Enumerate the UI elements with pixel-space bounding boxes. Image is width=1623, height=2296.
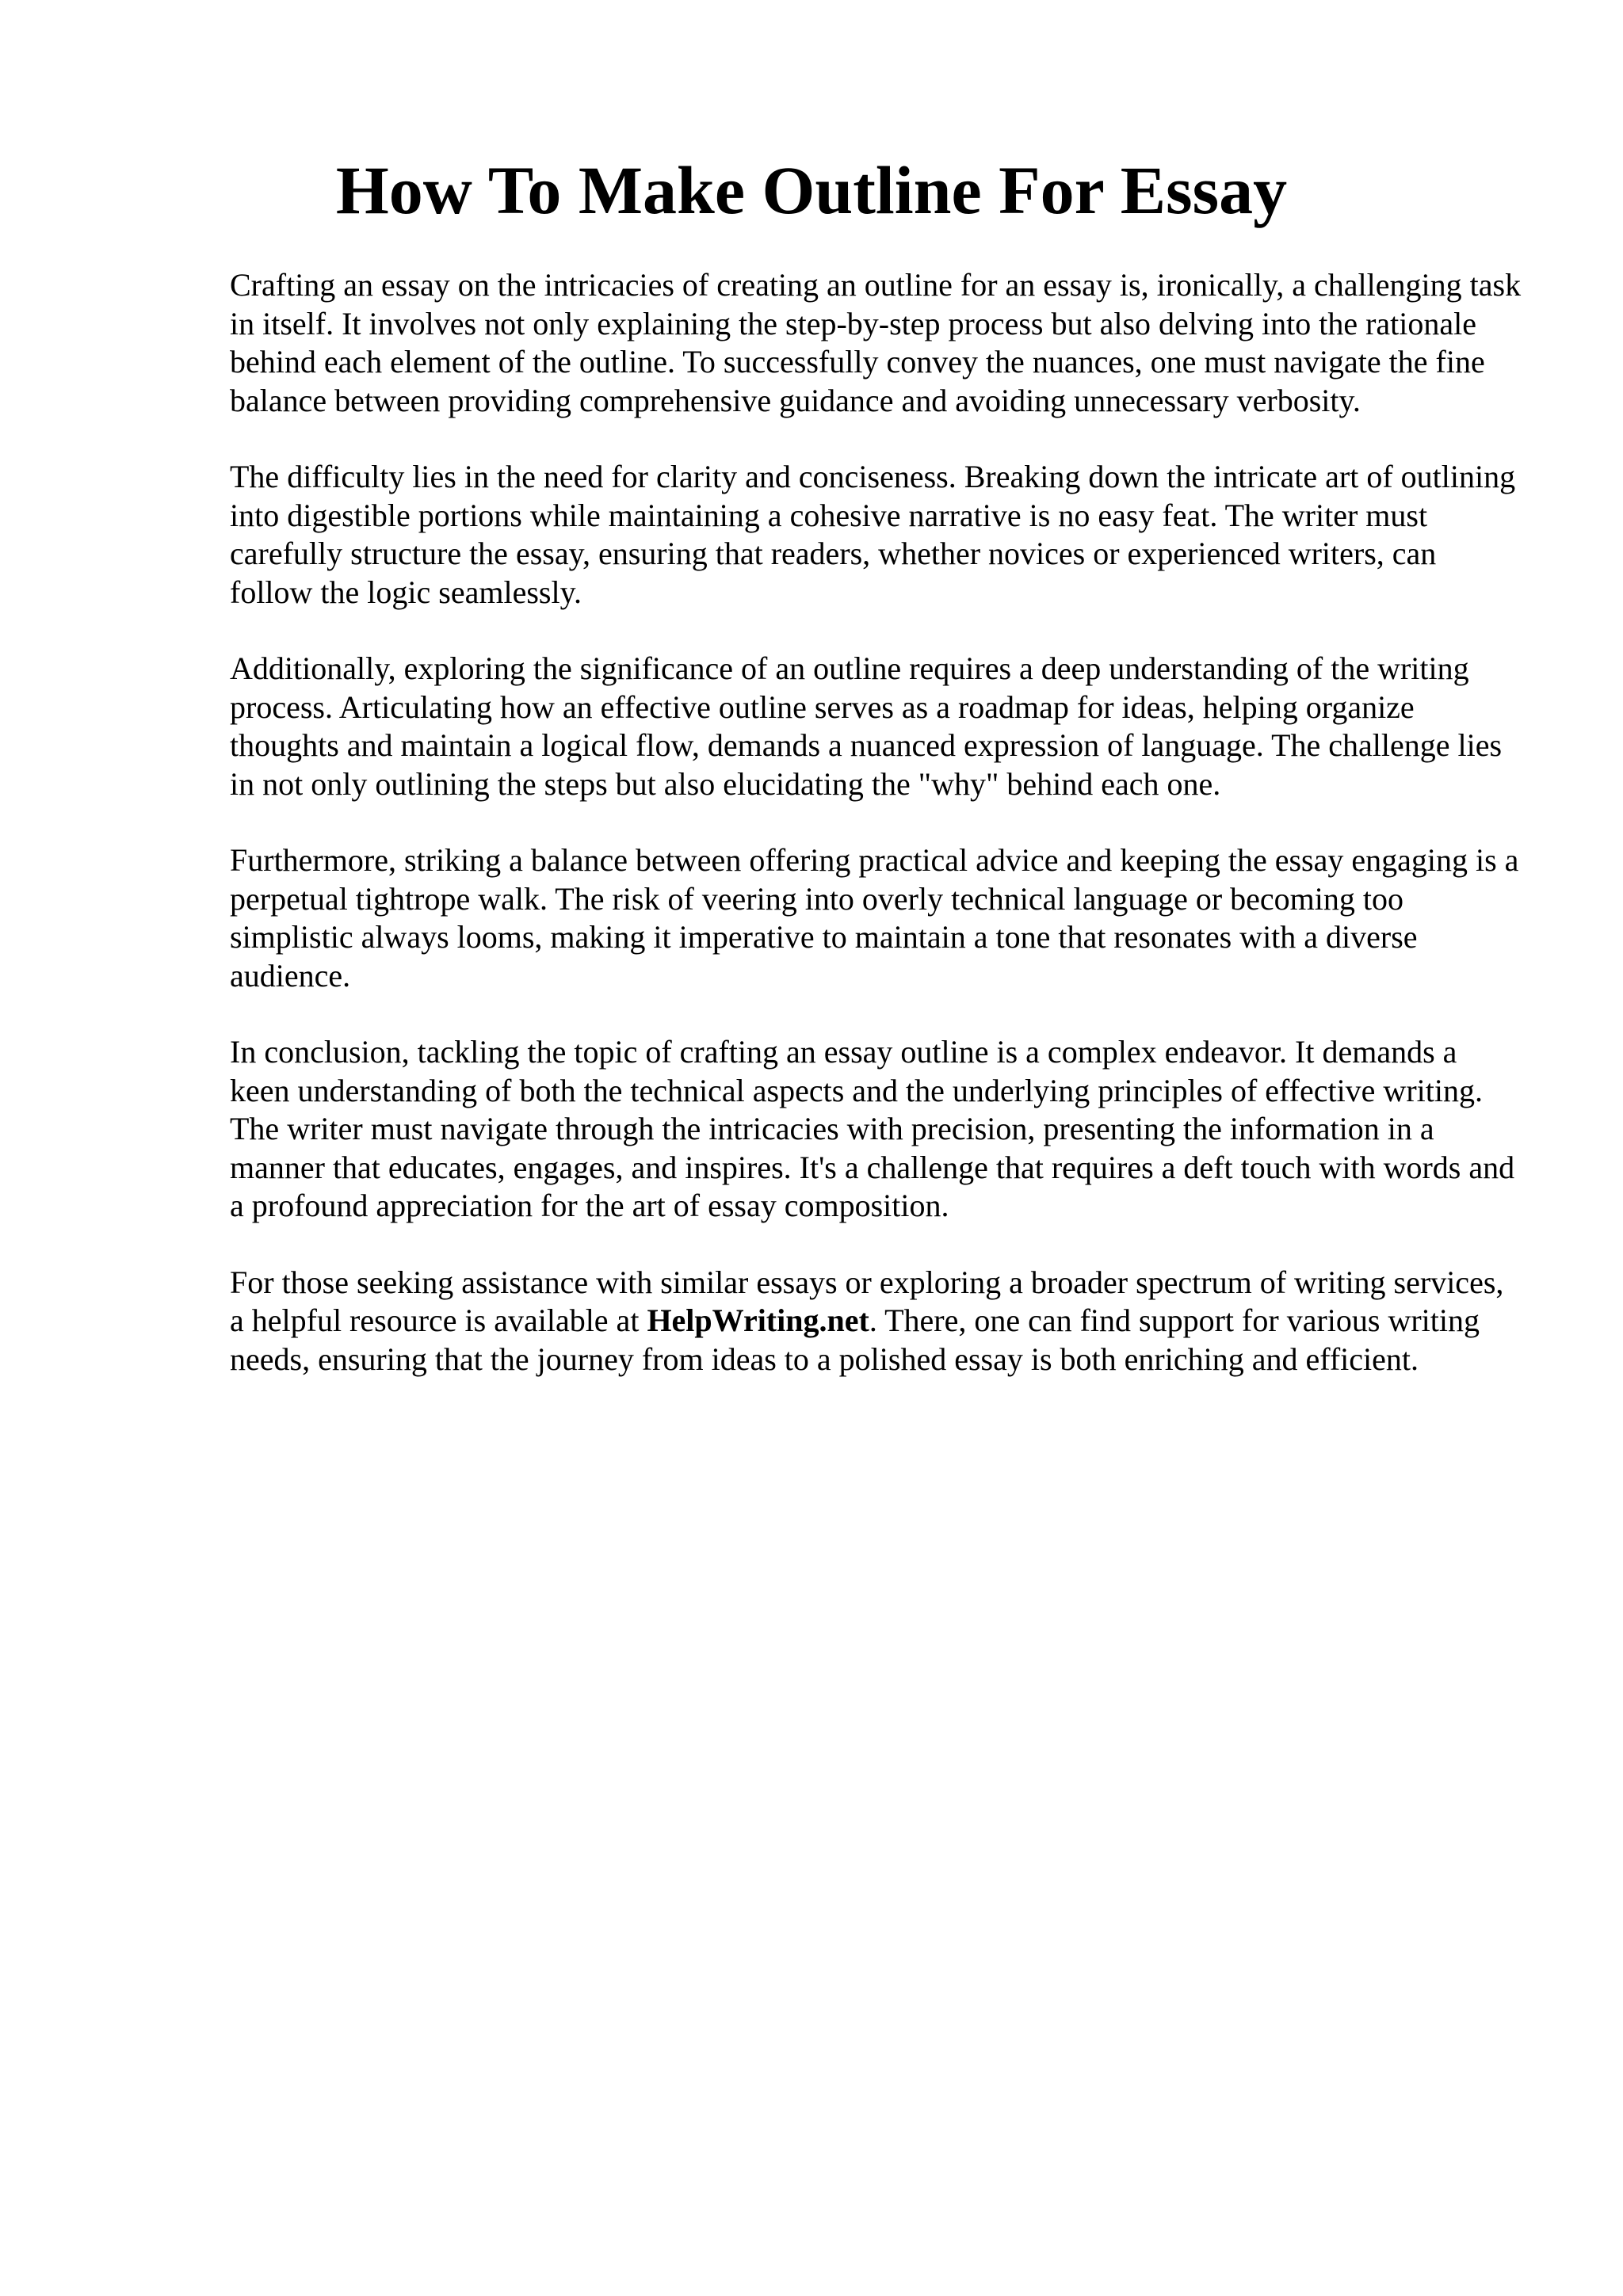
paragraph-2: The difficulty lies in the need for clarity and conciseness. Breaking down the intricate art of outlining into digestible portions while maintaining a cohesive narrative is no easy feat. The writer must carefully structure the essay, ensuring that readers, whether novices or experienced writers, can follow the logic seamlessly. bbox=[230, 459, 1516, 610]
document-body bbox=[230, 266, 1522, 1417]
document-title: How To Make Outline For Essay bbox=[335, 152, 1288, 228]
paragraph-6-before-link: For those seeking assistance with similar essays or exploring a broader spectrum of writing services, a helpful resource is available at bbox=[230, 1264, 1504, 1338]
paragraph-6 bbox=[230, 1264, 1522, 1379]
paragraph-1: Crafting an essay on the intricacies of creating an outline for an essay is, ironically, a challenging task in itself. It involves not only explaining the step-by-step process but also delving into the rationale behind each element of the outline. To successfully convey the nuances, one must navigate the fine balance between providing comprehensive guidance and avoiding unnecessary verbosity. bbox=[230, 267, 1522, 418]
paragraph-4: Furthermore, striking a balance between offering practical advice and keeping the essay engaging is a perpetual tightrope walk. The risk of veering into overly technical language or becoming too simplistic always looms, making it imperative to maintain a tone that resonates with a diverse audience. bbox=[230, 842, 1519, 994]
helpwriting-link[interactable]: HelpWriting.net bbox=[647, 1302, 869, 1338]
paragraph-5: In conclusion, tackling the topic of crafting an essay outline is a complex endeavor. It demands a keen understanding of both the technical aspects and the underlying principles of effective writing. The writer must navigate through the intricacies with precision, presenting the information in a manner that educates, engages, and inspires. It's a challenge that requires a deft touch with words and a profound appreciation for the art of essay composition. bbox=[230, 1034, 1515, 1223]
paragraph-3: Additionally, exploring the significance of an outline requires a deep understanding of the writing process. Articulating how an effective outline serves as a roadmap for ideas, helping organize thoughts and maintain a logical flow, demands a nuanced expression of language. The challenge lies in not only outlining the steps but also elucidating the "why" behind each one. bbox=[230, 650, 1503, 802]
paragraph-6-after-link: . There, one can find support for various writing needs, ensuring that the journey from ideas to a polished essay is both enriching and efficient. bbox=[230, 1302, 1480, 1377]
